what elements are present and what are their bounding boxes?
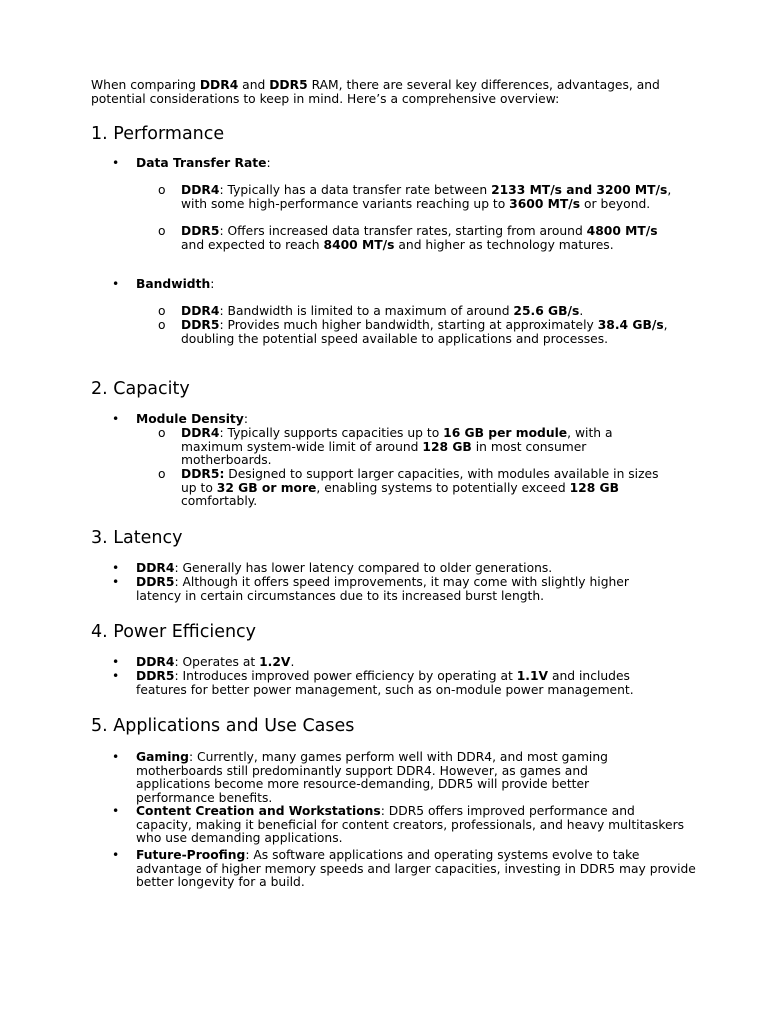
sub-item-ddr4-bandwidth bbox=[158, 304, 681, 319]
text-run: . bbox=[579, 304, 584, 318]
bold-term: Data Transfer Rate bbox=[136, 156, 267, 170]
text-run: : bbox=[266, 156, 271, 170]
bold-term: DDR4 bbox=[199, 78, 239, 92]
item-text bbox=[181, 183, 671, 211]
sub-bullet: o bbox=[158, 467, 166, 481]
text-run: Designed to support larger capacities, with modules available in sizes up to bbox=[181, 467, 659, 495]
bold-term: 16 GB per module bbox=[443, 426, 568, 440]
bold-term: DDR4 bbox=[181, 426, 220, 440]
text-run: : Currently, many games perform well with DDR4, and most gaming motherboards still predominantly support DDR4. However, as games and applications become more resource-demanding, DDR5 will provide better performance benefits. bbox=[136, 750, 608, 805]
sub-item-ddr5-capacity bbox=[158, 467, 667, 509]
item-text bbox=[136, 277, 214, 291]
item-text bbox=[181, 304, 583, 318]
item-text bbox=[136, 669, 634, 697]
bold-term: 128 GB bbox=[569, 480, 619, 495]
bold-term: Gaming bbox=[136, 750, 189, 764]
bold-term: DDR5 bbox=[136, 669, 175, 683]
sub-item-ddr5-transfer bbox=[158, 224, 659, 252]
bold-term: 3600 MT/s bbox=[509, 196, 581, 211]
bullet: • bbox=[112, 750, 120, 764]
sub-item-ddr4-transfer bbox=[158, 183, 673, 211]
text-run: : Typically supports capacities up to bbox=[219, 426, 444, 440]
text-run: comfortably. bbox=[181, 494, 258, 509]
list-item-latency-ddr4 bbox=[112, 561, 696, 576]
text-run: : Provides much higher bandwidth, starting at approximately bbox=[219, 318, 598, 332]
item-text bbox=[136, 750, 608, 805]
text-run: : Generally has lower latency compared to older generations. bbox=[174, 561, 553, 575]
list-item-power-ddr5 bbox=[112, 669, 681, 697]
text-run: and includes features for better power management, such as on-module power management. bbox=[136, 669, 634, 697]
bullet: • bbox=[112, 575, 120, 589]
bold-term: DDR5 bbox=[269, 78, 308, 92]
sub-bullet: o bbox=[158, 183, 166, 197]
list-item-latency-ddr5 bbox=[112, 575, 676, 603]
text-run: : bbox=[243, 412, 248, 426]
sub-bullet: o bbox=[158, 426, 166, 440]
text-run: . bbox=[290, 655, 295, 669]
item-text bbox=[136, 804, 684, 845]
text-run: and expected to reach bbox=[181, 237, 324, 252]
item-text bbox=[181, 426, 613, 467]
bold-term: DDR4 bbox=[181, 183, 220, 197]
text-run: : As software applications and operating systems evolve to take advantage of higher memory speeds and larger capacities, investing in DDR5 may provide better longevity for a build. bbox=[136, 848, 696, 890]
item-text bbox=[136, 655, 294, 669]
heading-latency: 3. Latency bbox=[91, 528, 183, 548]
text-run: : Typically has a data transfer rate between bbox=[219, 183, 492, 197]
bold-term: 2133 MT/s and 3200 MT/s bbox=[491, 183, 668, 197]
heading-power-efficiency: 4. Power Efficiency bbox=[91, 622, 257, 642]
list-item-content-creation bbox=[112, 804, 686, 846]
sub-bullet: o bbox=[158, 318, 166, 332]
text-run: : Introduces improved power efficiency by operating at bbox=[174, 669, 517, 683]
sub-bullet: o bbox=[158, 304, 166, 318]
item-text bbox=[136, 561, 552, 575]
text-run: and bbox=[238, 78, 270, 92]
bold-term: Content Creation and Workstations bbox=[136, 804, 381, 818]
text-run: , with a maximum system-wide limit of around bbox=[181, 426, 613, 454]
text-run: When comparing bbox=[91, 78, 200, 92]
bold-term: 38.4 GB/s bbox=[597, 318, 664, 332]
list-item-data-transfer-rate bbox=[112, 156, 696, 171]
bullet: • bbox=[112, 848, 120, 862]
bold-term: DDR5 bbox=[181, 224, 220, 238]
bold-term: 25.6 GB/s bbox=[513, 304, 580, 318]
bullet: • bbox=[112, 561, 120, 575]
bold-term: Bandwidth bbox=[136, 277, 211, 291]
text-run: in most consumer motherboards. bbox=[181, 439, 587, 468]
text-run: , with some high-performance variants reaching up to bbox=[181, 183, 672, 211]
bold-term: Module Density bbox=[136, 412, 244, 426]
heading-applications: 5. Applications and Use Cases bbox=[91, 716, 355, 736]
item-text bbox=[181, 318, 668, 346]
bullet: • bbox=[112, 655, 120, 669]
text-run: : DDR5 offers improved performance and capacity, making it beneficial for content creators, professionals, and heavy multitaskers who use demanding applications. bbox=[136, 804, 685, 846]
bullet: • bbox=[112, 412, 120, 426]
item-text bbox=[136, 848, 696, 889]
text-run: : Operates at bbox=[174, 655, 260, 669]
bold-term: 8400 MT/s bbox=[323, 237, 395, 252]
bullet: • bbox=[112, 669, 120, 683]
text-run: : Although it offers speed improvements, it may come with slightly higher latency in certain circumstances due to its increased burst length. bbox=[136, 575, 629, 603]
list-item-bandwidth bbox=[112, 277, 696, 292]
text-run: , enabling systems to potentially exceed bbox=[316, 480, 570, 495]
text-run: : Bandwidth is limited to a maximum of around bbox=[219, 304, 514, 318]
bold-term: 32 GB or more bbox=[216, 480, 317, 495]
text-run: , doubling the potential speed available to applications and processes. bbox=[181, 318, 668, 346]
bold-term: DDR4 bbox=[136, 655, 175, 669]
list-item-power-ddr4 bbox=[112, 655, 696, 670]
sub-item-ddr5-bandwidth bbox=[158, 318, 669, 346]
text-run: : Offers increased data transfer rates, starting from around bbox=[219, 224, 587, 238]
bold-term: 4800 MT/s bbox=[586, 224, 658, 238]
text-run: RAM, there are several key differences, advantages, and potential considerations to keep in mind. Here’s a comprehensive overview: bbox=[91, 78, 660, 106]
list-item-future-proofing bbox=[112, 848, 696, 890]
text-run: or beyond. bbox=[580, 196, 651, 211]
sub-bullet: o bbox=[158, 224, 166, 238]
list-item-gaming bbox=[112, 750, 656, 805]
bold-term: DDR4 bbox=[181, 304, 220, 318]
bullet: • bbox=[112, 156, 120, 170]
intro-paragraph bbox=[91, 79, 691, 106]
text-run: and higher as technology matures. bbox=[394, 237, 614, 252]
bold-term: 1.1V bbox=[516, 669, 549, 683]
heading-capacity: 2. Capacity bbox=[91, 379, 190, 399]
item-text bbox=[136, 575, 629, 603]
sub-item-ddr4-capacity bbox=[158, 426, 661, 468]
bold-term: Future-Proofing bbox=[136, 848, 246, 862]
bold-term: DDR5: bbox=[181, 467, 225, 481]
bold-term: DDR4 bbox=[136, 561, 175, 575]
heading-performance: 1. Performance bbox=[91, 124, 225, 144]
bold-term: 1.2V bbox=[259, 655, 291, 669]
bold-term: DDR5 bbox=[136, 575, 175, 589]
bullet: • bbox=[112, 277, 120, 291]
list-item-module-density bbox=[112, 412, 696, 427]
bold-term: DDR5 bbox=[181, 318, 220, 332]
text-run: : bbox=[210, 277, 215, 291]
bold-term: 128 GB bbox=[422, 439, 472, 454]
item-text bbox=[136, 156, 271, 170]
item-text bbox=[136, 412, 248, 426]
item-text bbox=[181, 224, 658, 252]
bullet: • bbox=[112, 804, 120, 818]
item-text bbox=[181, 467, 659, 508]
